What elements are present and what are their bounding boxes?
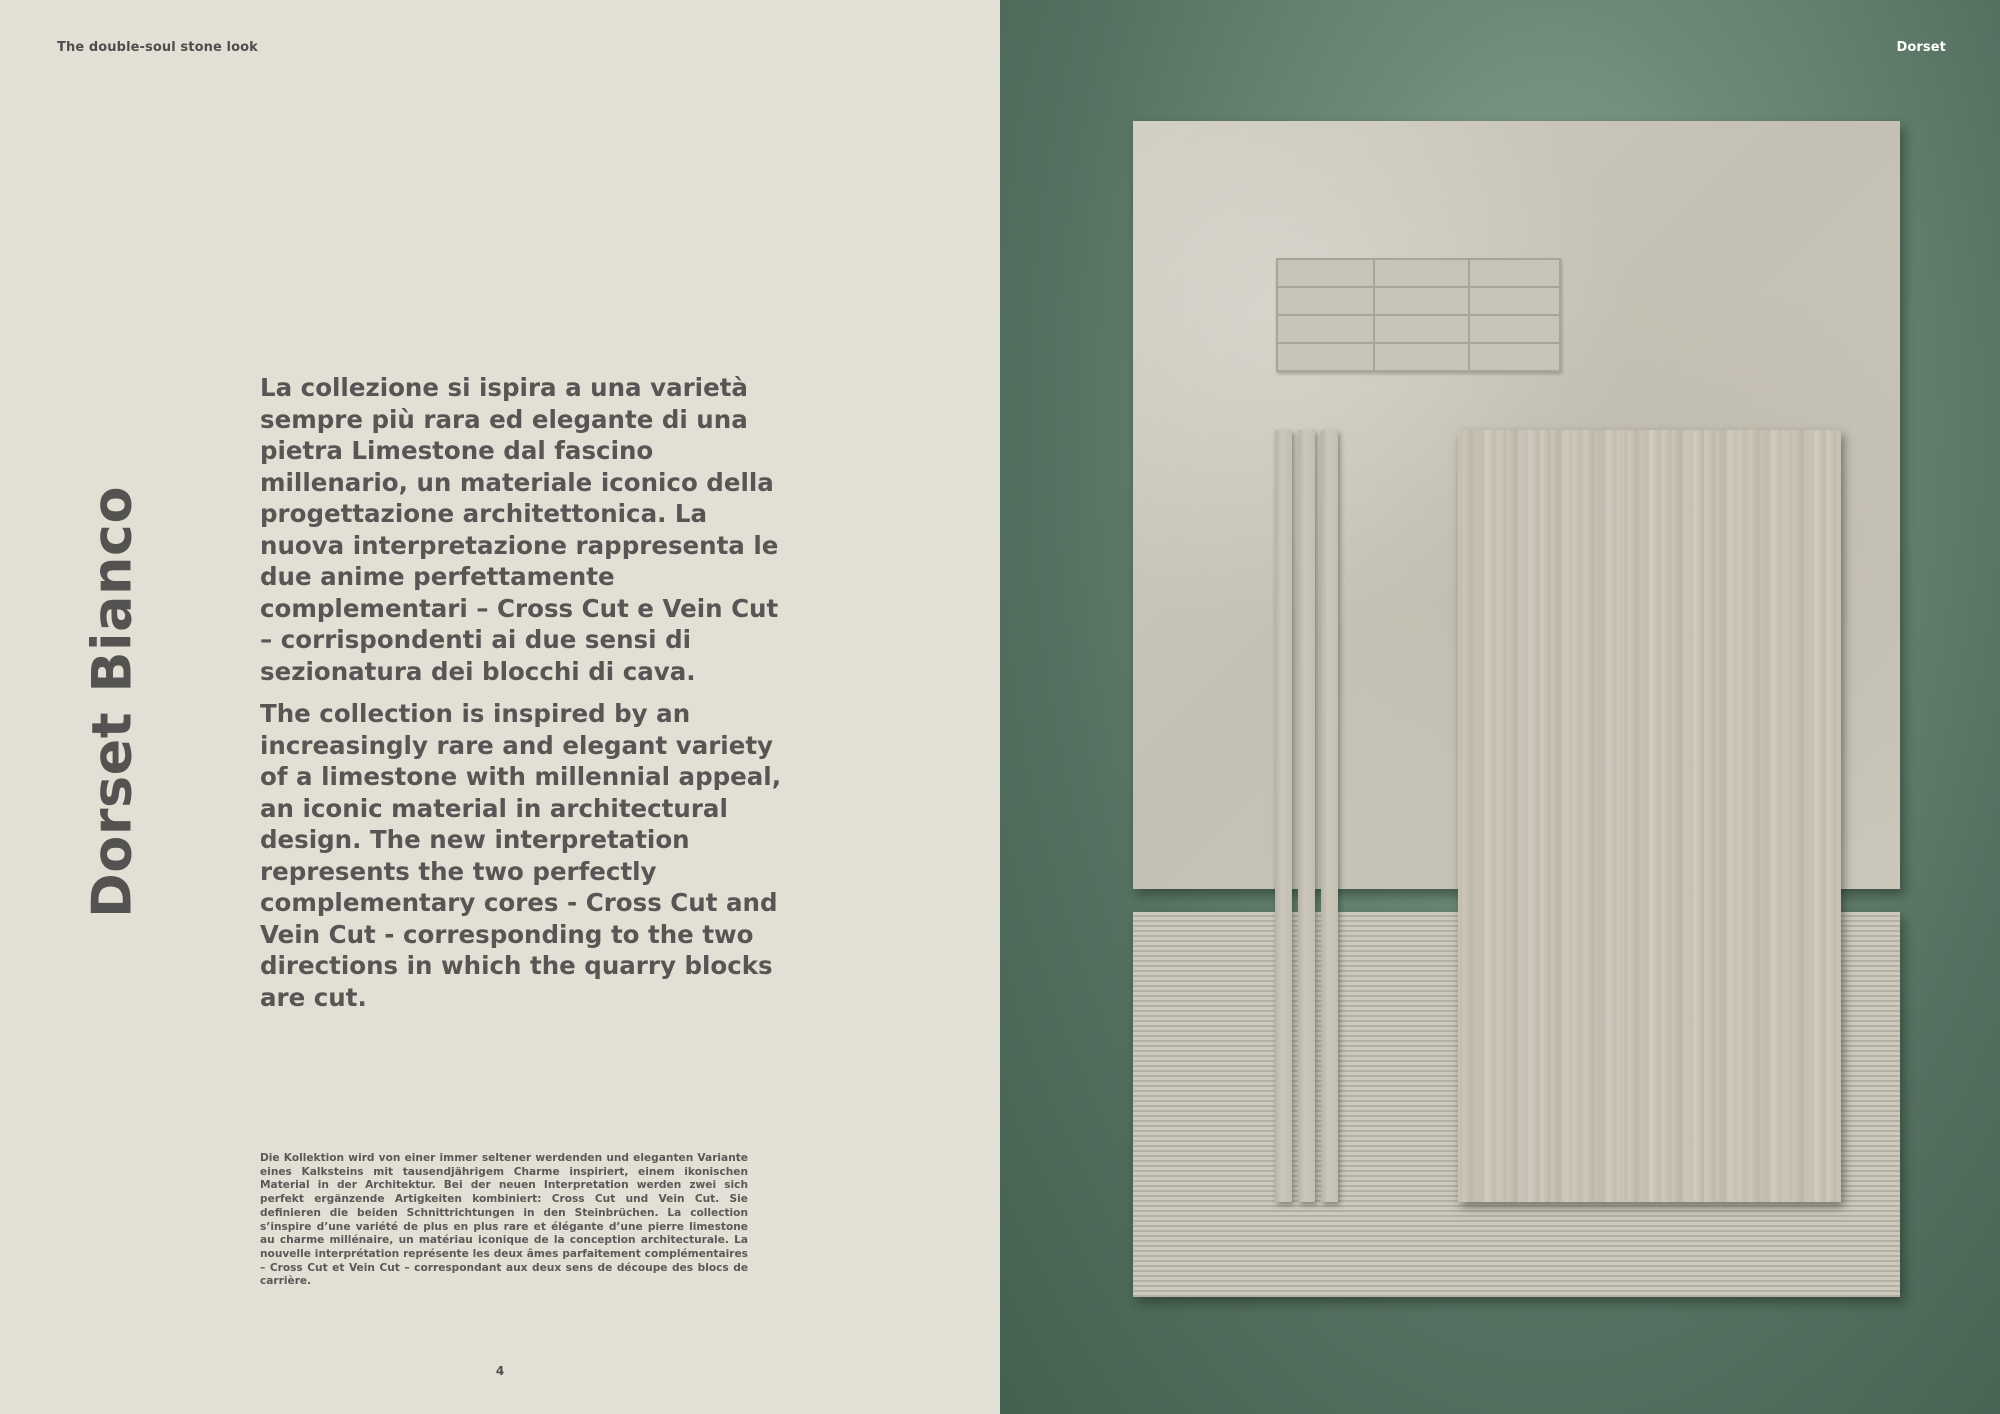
product-photo-page — [1000, 0, 2000, 1414]
listello-strip — [1298, 430, 1315, 1202]
intro-english: The collection is inspired by an increasingly rare and elegant variety of a limestone with millennial appeal, an iconic material in architectural design. The new interpretation represents the two perfectly complementary cores - Cross Cut and Vein Cut - corresponding to the two directions in which the quarry blocks are cut. — [260, 699, 781, 1012]
multilingual-description: Die Kollektion wird von einer immer seltener werdenden und eleganten Variante eines Kalksteins mit tausendjährigem Charme inspiriert, einem ikonischen Material in der Architektur. Bei der neuen Interpretation werden zwei sich perfekt ergänzende Artigkeiten kombiniert: Cross Cut und Vein Cut. Sie definieren die beiden Schnittrichtungen in den Steinbrüchen. La collection s’inspire d’une variété de plus en plus rare et élégante d’une pierre limestone au charme millénaire, un matériau iconique de la conception architecturale. La nouvelle interprétation représente les deux âmes parfaitement complémentaires – Cross Cut et Vein Cut – correspondant aux deux sens de découpe des blocs de carrière. — [260, 1152, 748, 1288]
running-head-left: The double-soul stone look — [57, 40, 258, 55]
mosaic-tile — [1276, 258, 1561, 372]
listello-strip — [1321, 430, 1338, 1202]
collection-title: Dorset Bianco — [80, 485, 144, 919]
running-head-right: Dorset — [1896, 40, 1946, 55]
vein-cut-slab — [1458, 430, 1841, 1202]
page-number: 4 — [495, 1364, 505, 1378]
intro-italian: La collezione si ispira a una varietà sempre più rara ed elegante di una pietra Limestone dal fascino millenario, un materiale iconico della progettazione architettonica. La nuova interpretazione rappresenta le due anime perfettamente complementari – Cross Cut e Vein Cut – corrispondenti ai due sensi di sezionatura dei blocchi di cava. — [260, 373, 779, 686]
listello-strip — [1275, 430, 1292, 1202]
